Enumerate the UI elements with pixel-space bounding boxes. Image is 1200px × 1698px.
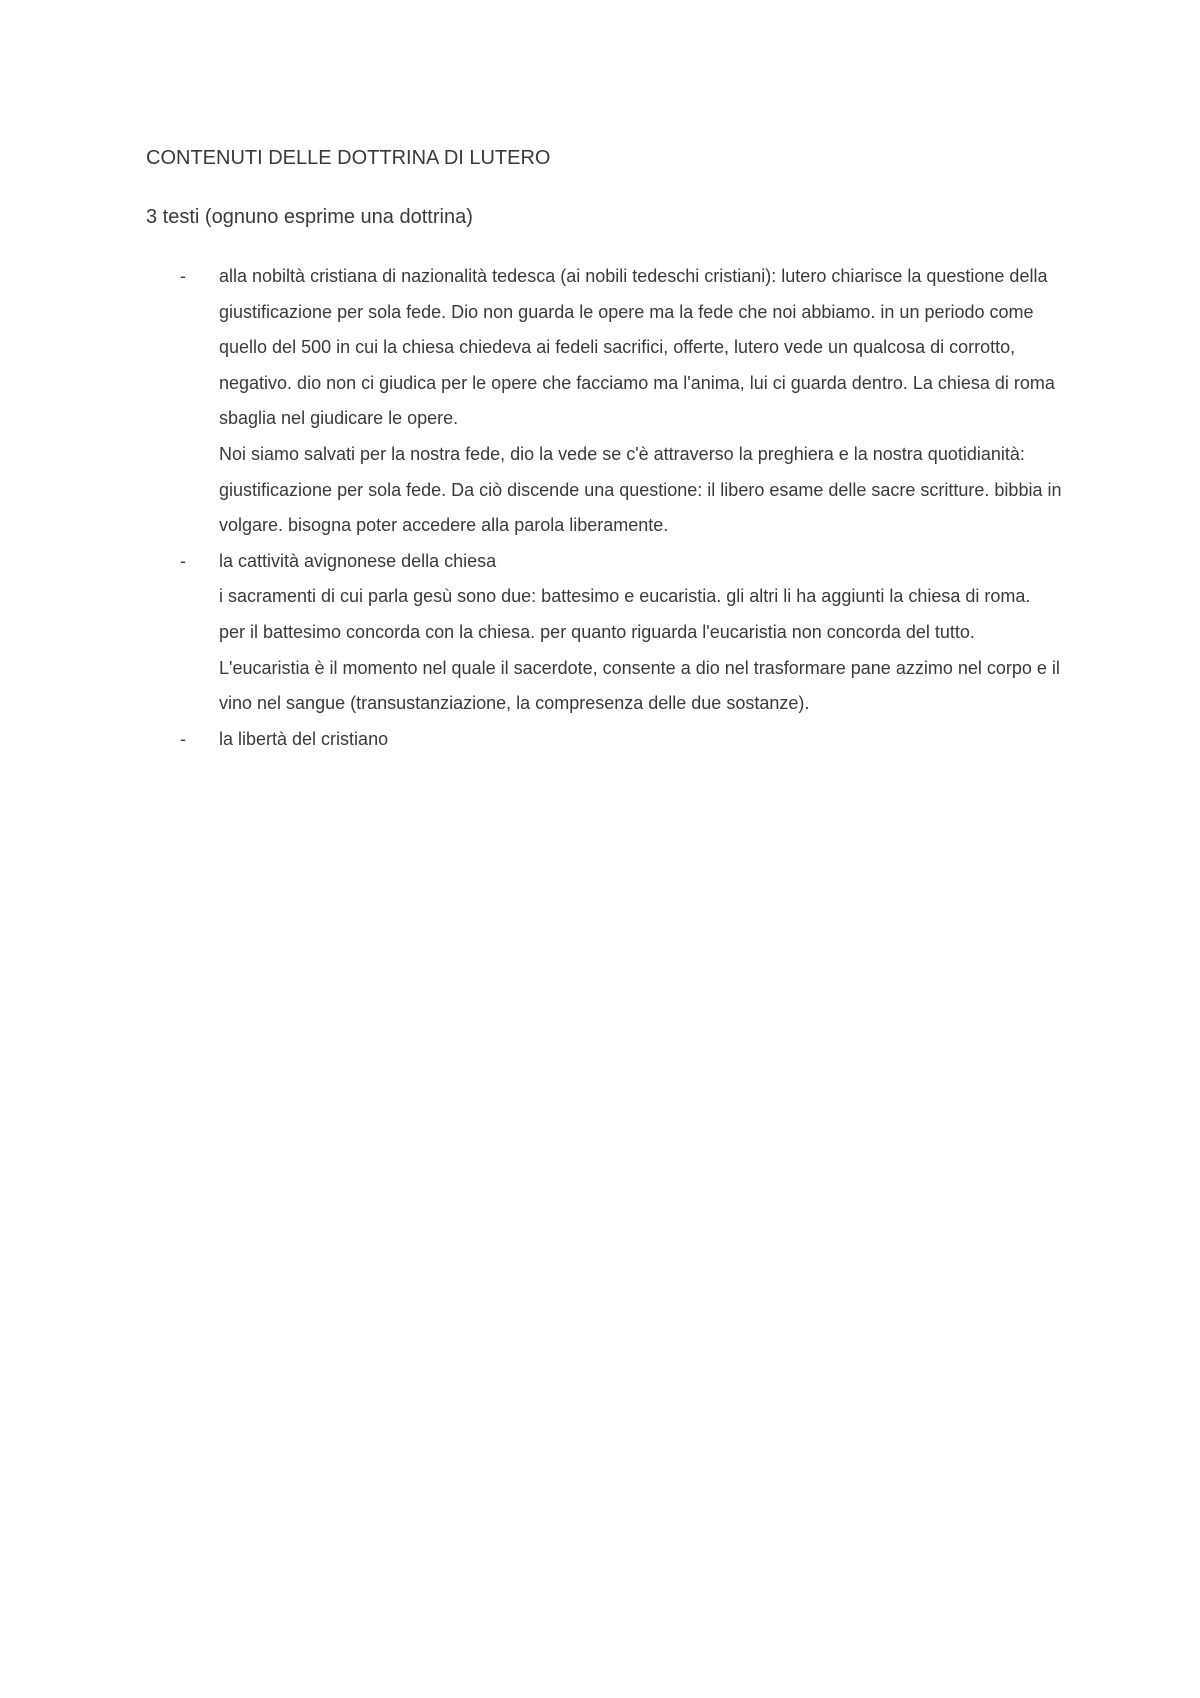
paragraph: alla nobiltà cristiana di nazionalità tedesca (ai nobili tedeschi cristiani): lutero chiarisce la questione della giustificazione per sola fede. Dio non guarda le opere ma la fede che noi abbiamo. in un periodo come quello del 500 in cui la chiesa chiedeva ai fedeli sacrifici, offerte, lutero vede un qualcosa di corrotto, negativo. dio non ci giudica per le opere che facciamo ma l'anima, lui ci guarda dentro. La chiesa di roma sbaglia nel giudicare le opere. — [219, 266, 1055, 429]
dash-bullet-icon: - — [180, 550, 186, 571]
document-title: CONTENUTI DELLE DOTTRINA DI LUTERO — [146, 147, 551, 169]
list-item-nobilta — [146, 259, 1066, 544]
list-item-liberta — [146, 722, 1066, 758]
paragraph: Noi siamo salvati per la nostra fede, dio la vede se c'è attraverso la preghiera e la nostra quotidianità: giustificazione per sola fede. Da ciò discende una questione: il libero esame delle sacre scritture. bibbia in volgare. bisogna poter accedere alla parola liberamente. — [219, 443, 1062, 536]
paragraph: i sacramenti di cui parla gesù sono due: battesimo e eucaristia. gli altri li ha aggiunti la chiesa di roma. — [219, 586, 1031, 607]
paragraph: la cattività avignonese della chiesa — [219, 550, 497, 571]
dash-bullet-icon: - — [180, 728, 186, 749]
paragraph: la libertà del cristiano — [219, 728, 389, 749]
document-subtitle: 3 testi (ognuno esprime una dottrina) — [146, 206, 473, 228]
dottrine-list — [146, 259, 1066, 757]
dash-bullet-icon: - — [180, 266, 186, 286]
list-item-cattivita — [146, 544, 1066, 722]
paragraph: per il battesimo concorda con la chiesa. per quanto riguarda l'eucaristia non concorda del tutto. L'eucaristia è il momento nel quale il sacerdote, consente a dio nel trasformare pane azzimo nel corpo e il vino nel sangue (transustanziazione, la compresenza delle due sostanze). — [219, 621, 1060, 714]
